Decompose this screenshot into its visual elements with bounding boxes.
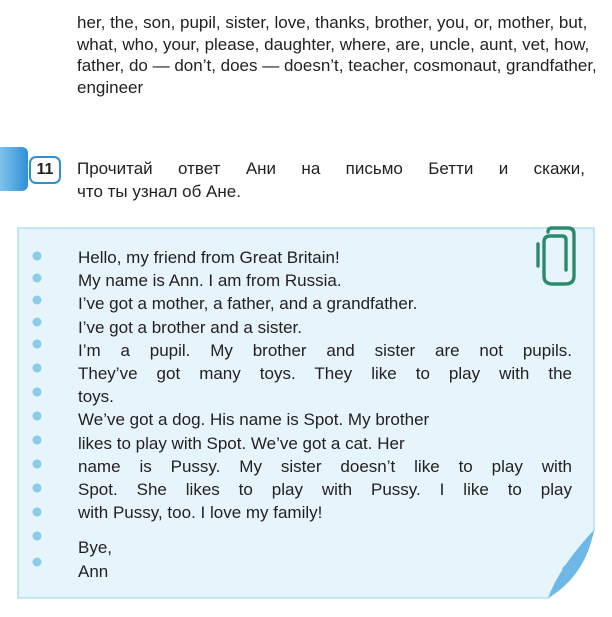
letter-line: They’ve got many toys. They like to play with the (78, 364, 572, 384)
letter-line: My name is Ann. I am from Russia. (78, 271, 342, 291)
letter-line: toys. (78, 387, 114, 407)
letter-spacer (78, 524, 572, 536)
letter-line: Spot. She likes to play with Pussy. I like to play (78, 480, 572, 500)
letter-line: We’ve got a dog. His name is Spot. My brother (78, 410, 430, 430)
binder-hole (33, 340, 42, 349)
letter-line: name is Pussy. My sister doesn’t like to play with (78, 456, 572, 476)
letter-line: I’ve got a mother, a father, and a grandfather. (78, 294, 418, 314)
letter-signature: Ann (78, 561, 109, 581)
binder-hole (33, 252, 42, 261)
letter-line: I’m a pupil. My brother and sister are not pupils. (78, 340, 572, 360)
exercise-instruction (77, 157, 585, 203)
binder-hole (33, 532, 42, 541)
binder-hole (33, 508, 42, 517)
instruction-line-2: что ты узнал об Ане. (77, 182, 241, 201)
binder-hole (33, 296, 42, 305)
letter-line: with Pussy, too. I love my family! (78, 503, 323, 523)
binder-hole (33, 412, 42, 421)
binder-hole (33, 274, 42, 283)
letter-line: I’ve got a brother and a sister. (78, 317, 302, 337)
vocabulary-word-list: her, the, son, pupil, sister, love, thanks, brother, you, or, mother, but, what, who, your, please, daughter, where, are, uncle, aunt, vet, how, father, do — don’t, does — doesn’t, teacher, cosmonaut, grandfather, engineer (77, 13, 597, 97)
letter-closing: Bye, (78, 538, 113, 558)
letter-text (78, 246, 572, 583)
letter-line: Hello, my friend from Great Britain! (78, 248, 340, 267)
binder-hole (33, 460, 42, 469)
instruction-line-1: Прочитай ответ Ани на письмо Бетти и скажи, (77, 159, 585, 178)
exercise-number: 11 (29, 156, 61, 184)
binder-hole (33, 364, 42, 373)
binder-hole (33, 558, 42, 567)
letter-line: likes to play with Spot. We’ve got a cat. Her (78, 433, 405, 453)
binder-hole (33, 318, 42, 327)
binder-hole (33, 436, 42, 445)
binder-hole (33, 484, 42, 493)
binder-hole (33, 388, 42, 397)
exercise-11 (0, 147, 612, 207)
exercise-tab-marker (0, 147, 28, 191)
